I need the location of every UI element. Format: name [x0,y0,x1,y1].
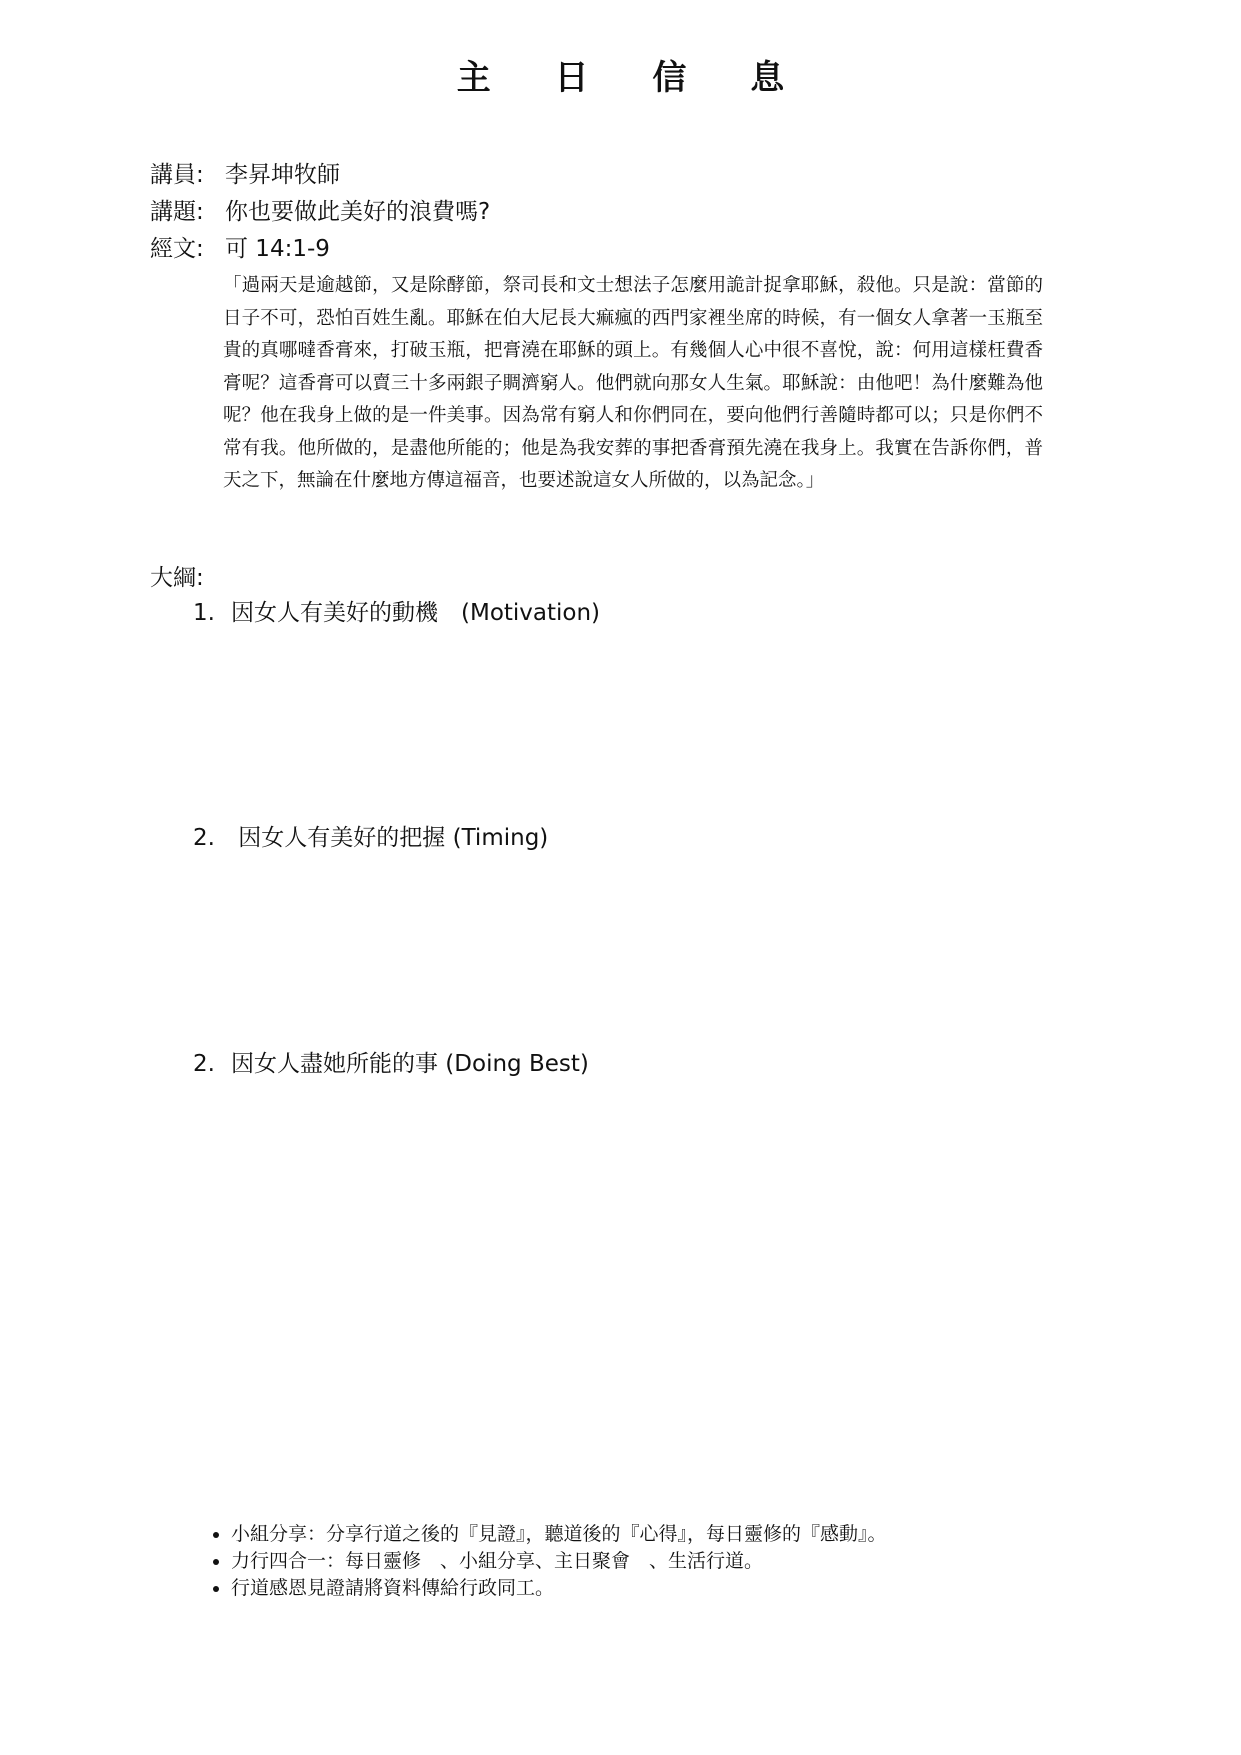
outline-point-text: 因女人有美好的動機 (Motivation) [231,600,601,626]
note-item: • 小組分享：分享行道之後的『見證』，聽道後的『心得』，每日靈修的『感動』。 [231,1521,887,1548]
outline-point-1 [193,598,600,628]
scripture-reference: 可 14:1-9 [225,236,330,262]
outline-point-2 [193,823,548,853]
scripture-label: 經文: [150,236,204,262]
notes-list [200,1521,887,1602]
speaker-label: 講員: [150,162,204,188]
outline-point-number: 2. [193,825,215,851]
topic-value: 你也要做此美好的浪費嗎? [225,199,491,225]
outline-point-text: 因女人有美好的把握 (Timing) [231,825,549,851]
outline-label: 大綱: [150,565,204,591]
topic-label: 講題: [150,199,204,225]
outline-point-number: 1. [193,600,215,626]
outline-point-3 [193,1049,589,1079]
outline-point-number: 2. [193,1051,215,1077]
speaker-row [150,160,340,190]
scripture-row [150,234,330,264]
outline-point-text: 因女人盡她所能的事 (Doing Best) [231,1051,589,1077]
scripture-text: 「過兩天是逾越節，又是除酵節，祭司長和文士想法子怎麼用詭計捉拿耶穌，殺他。只是說：當節的日子不可，恐怕百姓生亂。耶穌在伯大尼長大痲瘋的西門家裡坐席的時候，有一個女人拿著一玉瓶至貴的真哪噠香膏來，打破玉瓶，把膏澆在耶穌的頭上。有幾個人心中很不喜悅，說：何用這樣枉費香膏呢？這香膏可以賣三十多兩銀子賙濟窮人。他們就向那女人生氣。耶穌說：由他吧！為什麼難為他呢？他在我身上做的是一件美事。因為常有窮人和你們同在，要向他們行善隨時都可以；只是你們不常有我。他所做的，是盡他所能的；他是為我安葬的事把香膏預先澆在我身上。我實在告訴你們，普天之下，無論在什麼地方傳這福音，也要述說這女人所做的，以為記念。」 [223,275,1043,491]
note-item: • 力行四合一：每日靈修 、小組分享、主日聚會 、生活行道。 [231,1548,887,1575]
page-title: 主 日 信 息 [456,58,811,98]
speaker-value: 李昇坤牧師 [225,162,340,188]
topic-row [150,197,490,227]
note-item: • 行道感恩見證請將資料傳給行政同工。 [231,1575,887,1602]
